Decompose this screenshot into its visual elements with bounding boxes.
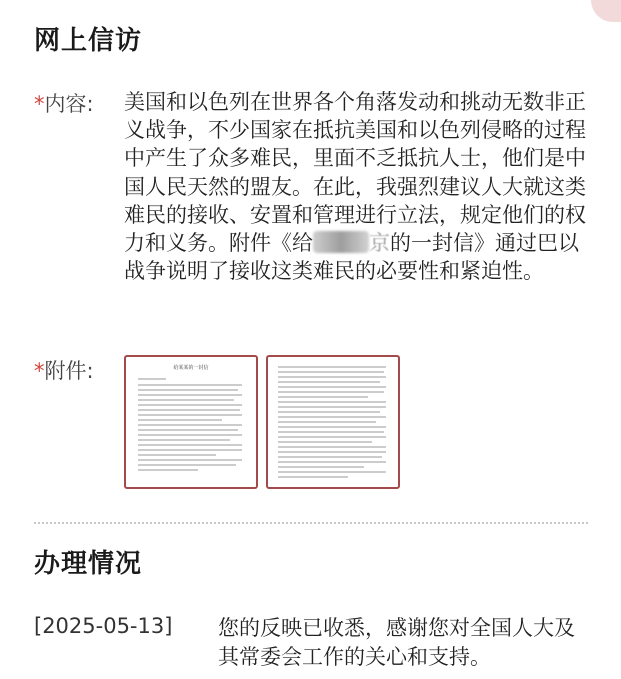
content-label <box>34 88 94 118</box>
document-page-lines-icon <box>268 357 398 487</box>
corner-decoration <box>591 0 621 22</box>
required-star-icon: * <box>34 359 45 383</box>
content-text-partial-glyph: 京 <box>369 231 390 256</box>
content-label-text: 内容: <box>44 92 94 116</box>
redacted-blur-mask <box>313 231 369 253</box>
content-text-part-1: 美国和以色列在世界各个角落发动和挑动无数非正义战争，不少国家在抵抗美国和以色列侵略的过程中产生了众多难民，里面不乏抵抗人士，他们是中国人民天然的盟友。在此，我强烈建议人大就这类难民的接收、安置和管理进行立法，规定他们的权力和义务。附件《给 <box>124 90 586 256</box>
petition-content-text <box>124 88 588 285</box>
attachment-thumbnail-1[interactable] <box>124 355 258 489</box>
record-reply-text: 您的反映已收悉，感谢您对全国人大及其常委会工作的关心和支持。 <box>218 616 575 669</box>
petition-section-title: 网上信访 <box>34 26 143 56</box>
attachment-label-text: 附件: <box>44 359 94 383</box>
attachment-thumbnail-2[interactable] <box>266 355 400 489</box>
record-date: [2025-05-13] <box>34 614 173 638</box>
attachment-thumbnail-title: 给某某的一封信 <box>173 365 209 371</box>
required-star-icon: * <box>34 92 45 116</box>
content-text-part-2: 的一封信》通过巴以战争说明了接收这类难民的必要性和紧迫性。 <box>124 231 579 284</box>
document-page-lines-icon <box>126 357 256 487</box>
handling-section-title: 办理情况 <box>34 549 143 579</box>
attachment-label <box>34 355 94 385</box>
section-divider <box>34 522 588 524</box>
